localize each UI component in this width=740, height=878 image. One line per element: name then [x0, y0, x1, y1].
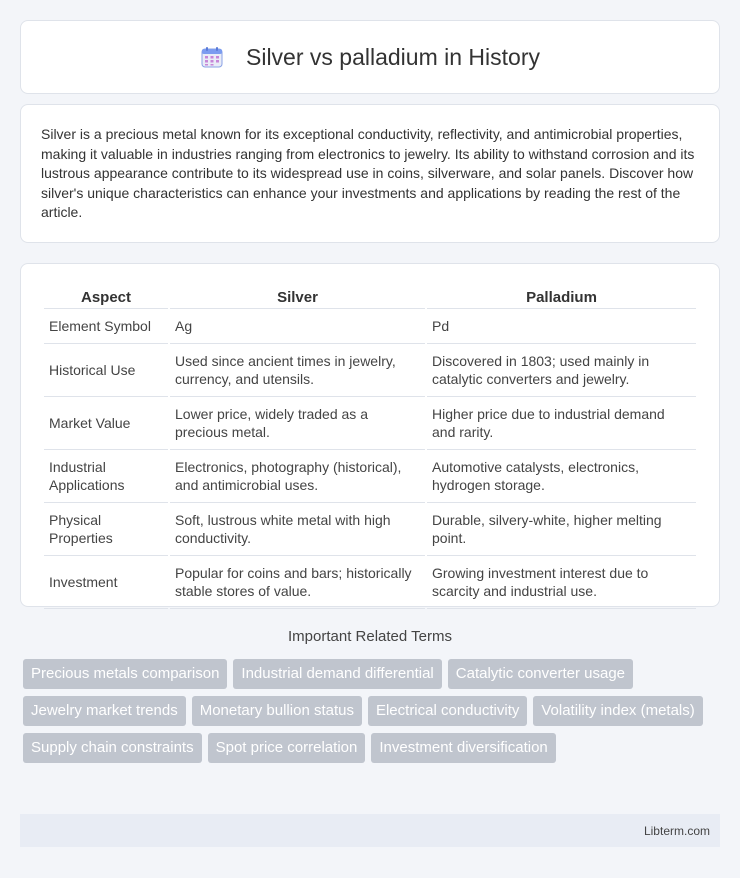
- related-term-tag[interactable]: Precious metals comparison: [23, 659, 227, 689]
- column-header-palladium: Palladium: [427, 286, 696, 309]
- comparison-table: [42, 286, 698, 609]
- comparison-table-card: [20, 263, 720, 607]
- table-cell-palladium: Automotive catalysts, electronics, hydrogen storage.: [427, 450, 696, 503]
- related-term-tag[interactable]: Volatility index (metals): [533, 696, 702, 726]
- table-row: [44, 450, 696, 503]
- table-cell-silver: Ag: [170, 309, 425, 344]
- table-header-row: [44, 286, 696, 309]
- footer: [20, 814, 720, 847]
- footer-site-link[interactable]: Libterm.com: [643, 823, 710, 838]
- table-cell-silver: Soft, lustrous white metal with high conductivity.: [170, 503, 425, 556]
- table-cell-palladium: Discovered in 1803; used mainly in catalytic converters and jewelry.: [427, 344, 696, 397]
- table-row: [44, 344, 696, 397]
- table-cell-palladium: Pd: [427, 309, 696, 344]
- table-cell-aspect: Physical Properties: [44, 503, 168, 556]
- related-term-tag[interactable]: Jewelry market trends: [23, 696, 186, 726]
- table-row: [44, 556, 696, 609]
- table-cell-silver: Popular for coins and bars; historically stable stores of value.: [170, 556, 425, 609]
- table-cell-aspect: Market Value: [44, 397, 168, 450]
- related-term-tag[interactable]: Investment diversification: [371, 733, 555, 763]
- table-cell-aspect: Industrial Applications: [44, 450, 168, 503]
- header-card: [20, 20, 720, 94]
- intro-text: Silver is a precious metal known for its exceptional conductivity, reflectivity, and antimicrobial properties, making it valuable in industries ranging from electronics to jewelry. Its ability to withstand corrosion and its lustrous appearance contribute to its widespread use in coins, silverware, and solar panels. Discover how silver's unique characteristics can enhance your investments and applications by reading the rest of the article.: [41, 126, 695, 220]
- column-header-aspect: Aspect: [44, 286, 168, 309]
- table-cell-silver: Lower price, widely traded as a precious metal.: [170, 397, 425, 450]
- table-cell-palladium: Higher price due to industrial demand and rarity.: [427, 397, 696, 450]
- related-term-tag[interactable]: Spot price correlation: [208, 733, 366, 763]
- related-terms-list: [23, 659, 723, 763]
- table-cell-aspect: Historical Use: [44, 344, 168, 397]
- table-cell-silver: Used since ancient times in jewelry, currency, and utensils.: [170, 344, 425, 397]
- page-title: Silver vs palladium in History: [246, 43, 540, 70]
- related-term-tag[interactable]: Supply chain constraints: [23, 733, 202, 763]
- related-terms-title: Important Related Terms: [288, 628, 452, 645]
- column-header-silver: Silver: [170, 286, 425, 309]
- intro-card: [20, 104, 720, 243]
- table-cell-palladium: Durable, silvery-white, higher melting point.: [427, 503, 696, 556]
- related-term-tag[interactable]: Catalytic converter usage: [448, 659, 633, 689]
- table-cell-aspect: Element Symbol: [44, 309, 168, 344]
- table-row: [44, 309, 696, 344]
- related-term-tag[interactable]: Monetary bullion status: [192, 696, 362, 726]
- table-cell-palladium: Growing investment interest due to scarcity and industrial use.: [427, 556, 696, 609]
- table-cell-aspect: Investment: [44, 556, 168, 609]
- table-row: [44, 503, 696, 556]
- related-term-tag[interactable]: Industrial demand differential: [233, 659, 441, 689]
- calendar-icon: [200, 45, 224, 69]
- table-row: [44, 397, 696, 450]
- related-term-tag[interactable]: Electrical conductivity: [368, 696, 527, 726]
- table-cell-silver: Electronics, photography (historical), and antimicrobial uses.: [170, 450, 425, 503]
